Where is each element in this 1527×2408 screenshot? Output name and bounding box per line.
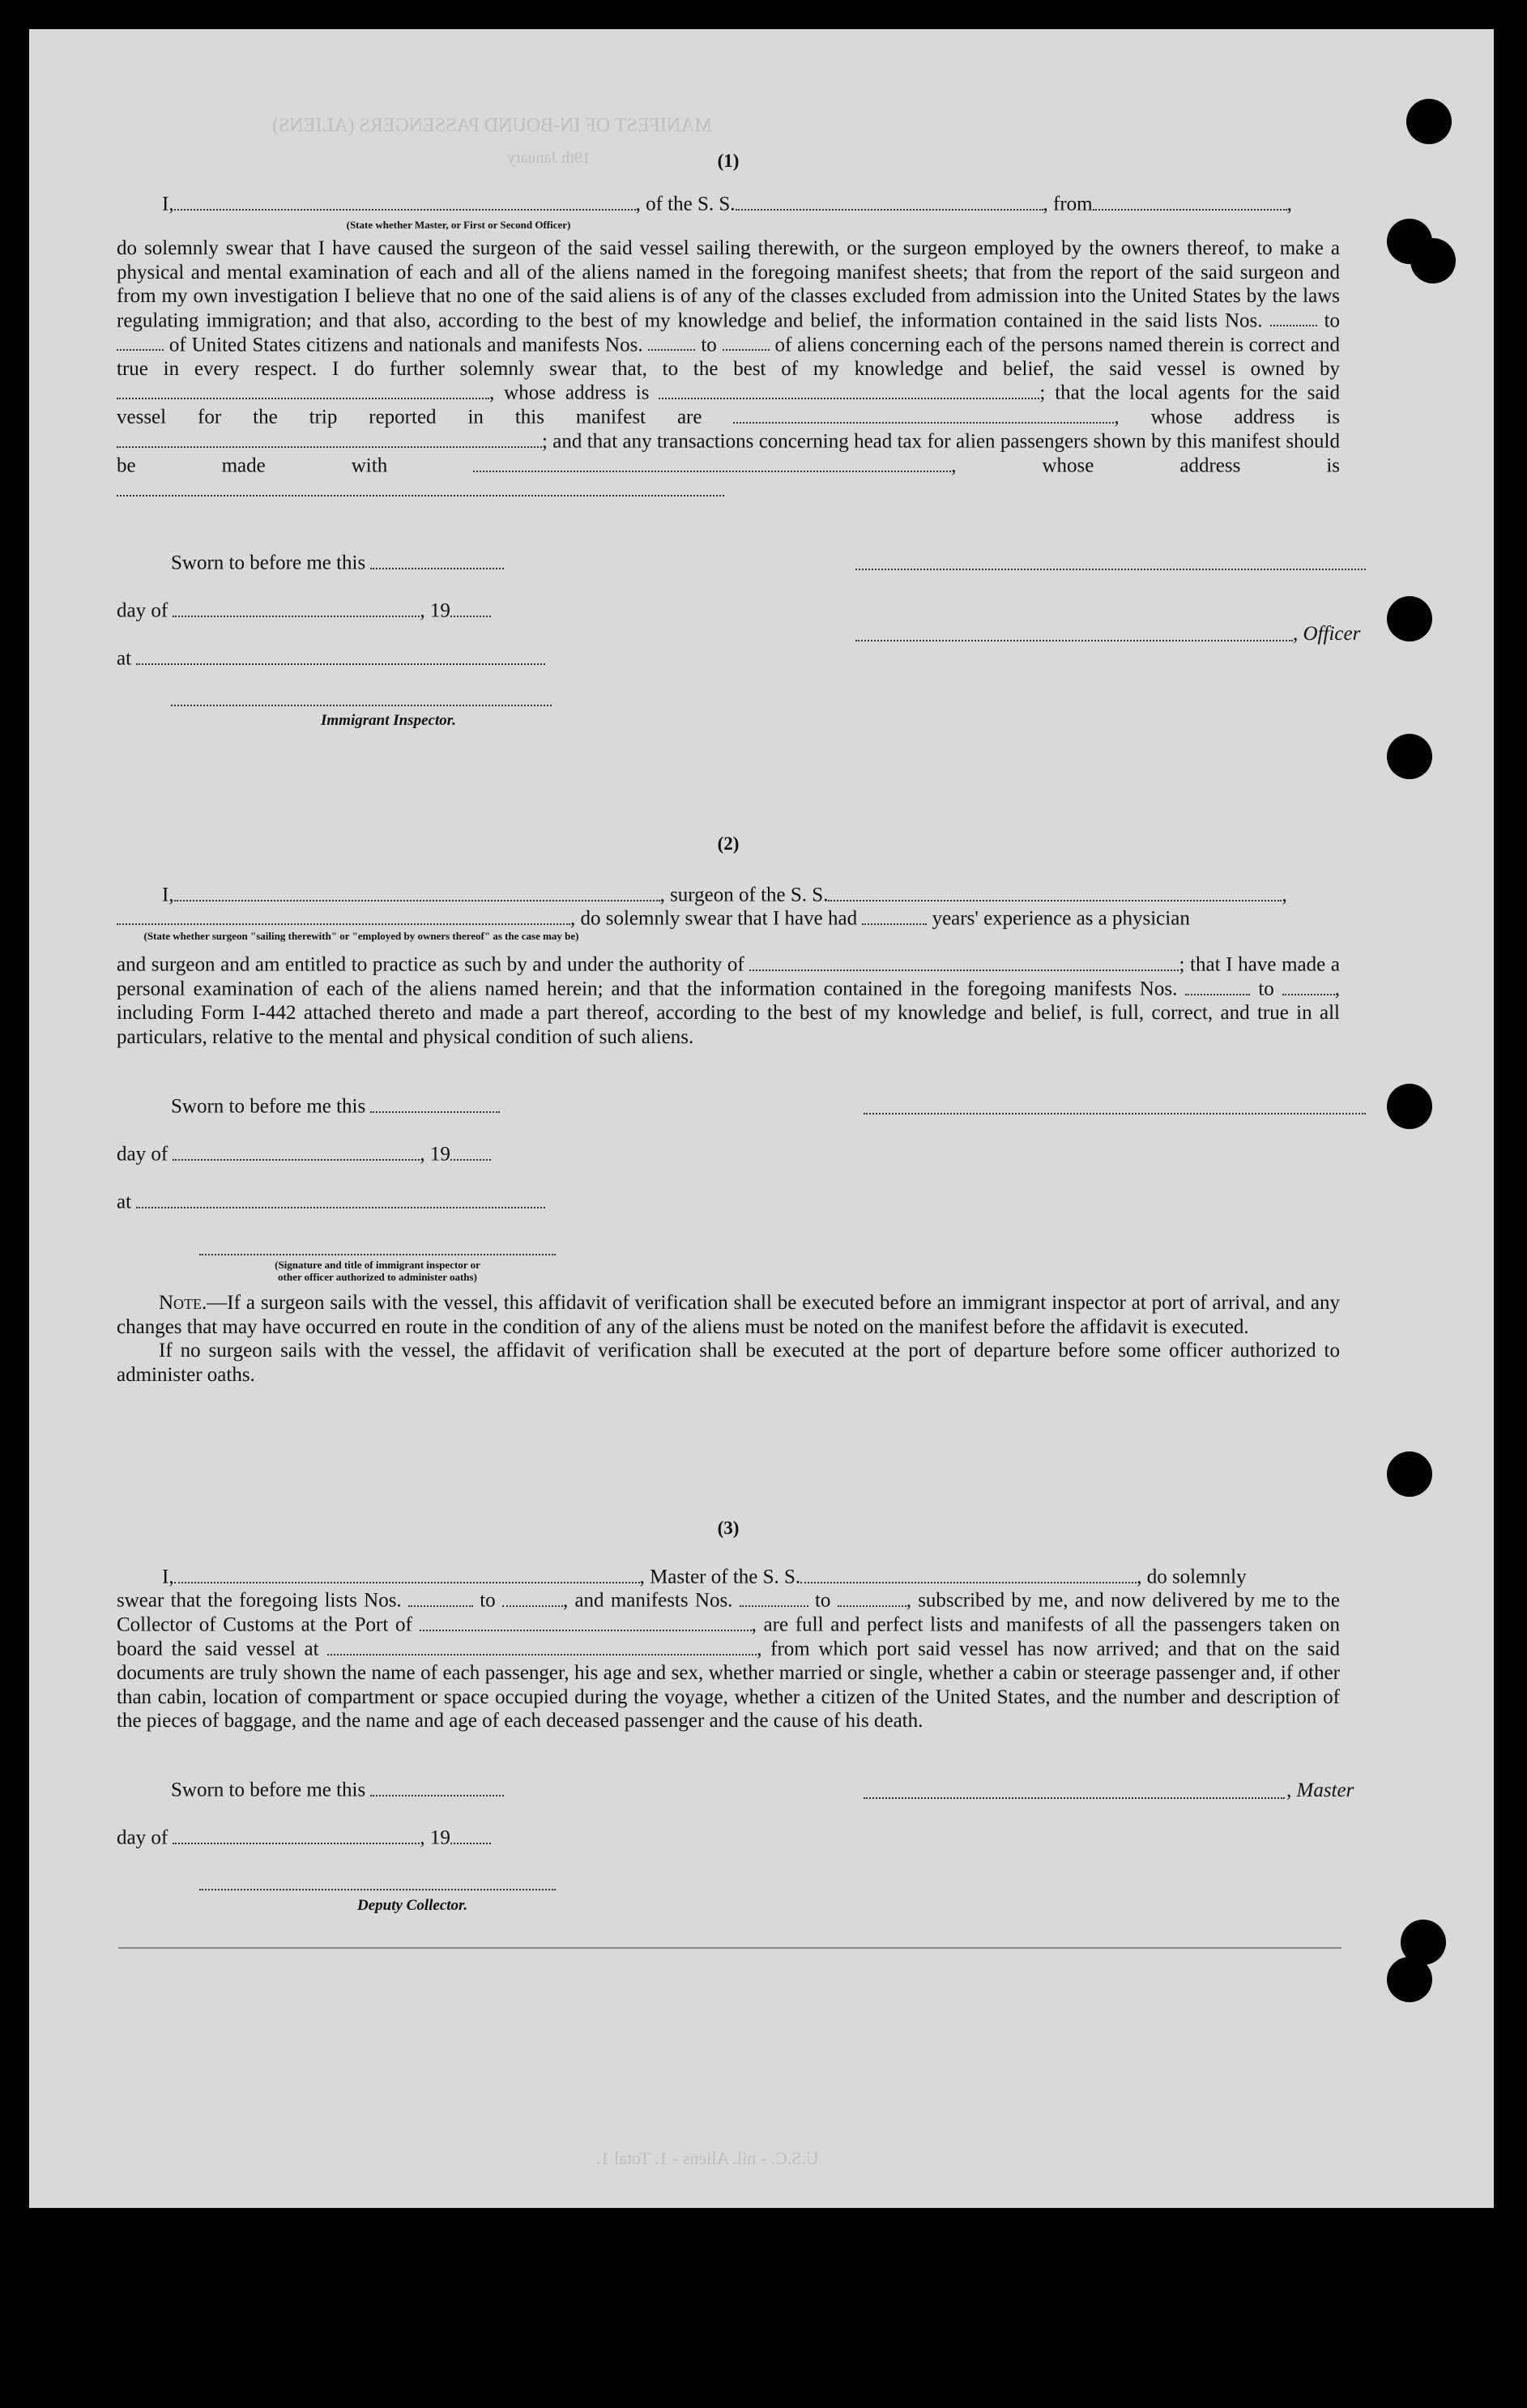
s1-headtax-blank[interactable] <box>473 454 951 472</box>
s1-headtax-address-blank[interactable] <box>117 478 724 497</box>
s3-text-a: swear that the foregoing lists Nos. <box>117 1589 402 1612</box>
s2-swear-label: , do solemnly swear that I have had <box>570 907 858 930</box>
s2-day-label: day of <box>117 1143 168 1166</box>
section-2-note <box>117 1291 1340 1387</box>
s1-sworn-row <box>171 551 504 575</box>
s1-inspector-signature-line[interactable] <box>171 705 552 706</box>
s2-sworn-label: Sworn to before me this <box>171 1095 366 1118</box>
s2-line-2 <box>117 906 1190 931</box>
s2-sig-caption-1: (Signature and title of immigrant inspector or <box>275 1259 480 1271</box>
punch-hole <box>1387 596 1432 641</box>
s2-day-row <box>117 1142 491 1166</box>
s2-note-label: Note. <box>159 1292 207 1314</box>
s1-officer-label: , Officer <box>1293 623 1361 645</box>
s1-agents-address-blank[interactable] <box>117 429 542 448</box>
s3-boarded-at-blank[interactable] <box>327 1637 757 1656</box>
s3-master-name-blank[interactable] <box>174 1565 640 1583</box>
s2-year-blank[interactable] <box>450 1142 491 1161</box>
bleed-through-title: MANIFEST OF IN-BOUND PASSENGERS (ALIENS) <box>272 115 712 136</box>
s2-at-label: at <box>117 1191 132 1213</box>
s1-agents-blank[interactable] <box>733 405 1114 424</box>
s3-day-blank[interactable] <box>173 1826 420 1844</box>
s3-do-solemnly: , do solemnly <box>1137 1566 1247 1588</box>
section-3 <box>117 1518 1340 1539</box>
s1-day-label: day of <box>117 599 168 622</box>
s2-day-blank[interactable] <box>173 1142 420 1161</box>
s1-lists-from-blank[interactable] <box>1270 309 1317 327</box>
s1-sworn-label: Sworn to before me this <box>171 552 366 574</box>
s1-of-ss-label: , of the S. S. <box>635 193 736 215</box>
section-3-body <box>117 1588 1340 1733</box>
s1-year-blank[interactable] <box>450 599 491 617</box>
punch-hole <box>1387 219 1432 264</box>
punch-hole <box>1406 99 1452 144</box>
section-2-number: (2) <box>717 833 740 854</box>
s3-manifests-from-blank[interactable] <box>740 1588 808 1607</box>
s2-signature-caption <box>199 1259 556 1283</box>
s3-to-1: to <box>480 1589 496 1612</box>
s3-year-blank[interactable] <box>450 1826 491 1844</box>
s3-lists-to-blank[interactable] <box>502 1588 563 1607</box>
s3-and-manifests: , and manifests Nos. <box>562 1589 733 1612</box>
section-1-body <box>117 237 1340 502</box>
punch-hole <box>1387 1451 1432 1497</box>
s2-surgeon-name-blank[interactable] <box>174 883 660 901</box>
section-2 <box>117 833 1340 855</box>
section-3-number: (3) <box>717 1518 740 1538</box>
s3-lists-from-blank[interactable] <box>408 1588 473 1607</box>
s3-day-row <box>117 1826 491 1850</box>
s2-at-blank[interactable] <box>136 1190 545 1208</box>
s3-nineteen: , 19 <box>420 1826 450 1849</box>
s3-master-label: , Master <box>1286 1779 1354 1801</box>
s1-text-b: of United States citizens and nationals and manifests Nos. <box>168 334 643 356</box>
s2-years-blank[interactable] <box>862 906 927 925</box>
s1-vessel-blank[interactable] <box>736 192 1043 211</box>
s1-nineteen: , 19 <box>420 599 450 622</box>
s2-manifests-from-blank[interactable] <box>1185 977 1250 995</box>
s2-sworn-blank[interactable] <box>370 1094 500 1113</box>
s3-text-b: , subscribed by me, and now delivered by me to the Collector of Customs at the Port of <box>117 1589 1340 1636</box>
s3-to-2: to <box>814 1589 831 1612</box>
s1-to-2: to <box>701 334 717 356</box>
punch-hole <box>1387 1957 1432 2002</box>
s2-vessel-blank[interactable] <box>828 883 1282 901</box>
s2-note-2: If no surgeon sails with the vessel, the affidavit of verification shall be executed at the port of departure before some officer authorized to administer oaths. <box>117 1340 1340 1386</box>
s3-text-c: , are full and perfect lists and manifests of all the passengers taken on board the said vessel at <box>117 1613 1341 1660</box>
s2-note-1 <box>117 1291 1340 1339</box>
s2-at-row <box>117 1190 545 1214</box>
punch-hole <box>1387 1084 1432 1129</box>
s1-officer-title-line[interactable] <box>855 640 1293 641</box>
s2-surgeon-signature-line[interactable] <box>864 1113 1366 1114</box>
s2-note-1-text: —If a surgeon sails with the vessel, this affidavit of verification shall be executed before an immigrant inspector at port of arrival, and any changes that may have occurred en route in the condition of any of the aliens must be noted on the manifest before the affidavit is executed. <box>117 1292 1340 1338</box>
s1-comma: , <box>1286 193 1292 215</box>
section-1-number: (1) <box>717 151 740 171</box>
s1-day-blank[interactable] <box>173 599 420 617</box>
s1-text-d: , whose address is <box>489 381 650 404</box>
section-1 <box>117 151 1340 172</box>
s1-sworn-blank[interactable] <box>370 551 504 569</box>
s2-line-1 <box>162 883 1287 907</box>
s1-text-e: ; that the local agents for the said vessel for the trip reported in this manifest are <box>117 381 1341 428</box>
s2-text-c: , including Form I-442 attached thereto and made a part thereof, according to the best of my knowledge and belief, is full, correct, and true in all particulars, relative to the mental and physical condition of such aliens. <box>117 978 1341 1048</box>
s1-officer-name-blank[interactable] <box>174 192 636 211</box>
s1-at-label: at <box>117 647 132 670</box>
bottom-rule <box>118 1947 1341 1949</box>
s2-text-b: ; that I have made a personal examination of each of the aliens named herein; and that the information contained in the foregoing manifests Nos. <box>117 953 1341 1000</box>
s3-day-label: day of <box>117 1826 168 1849</box>
s3-i-label: I, <box>162 1566 174 1588</box>
section-2-body <box>117 953 1340 1049</box>
section-1-paragraph <box>117 237 1340 502</box>
s2-comma: , <box>1282 884 1287 906</box>
s1-at-blank[interactable] <box>136 646 545 665</box>
s1-officer-caption: (State whether Master, or First or Second Officer) <box>346 219 571 231</box>
s1-owner-blank[interactable] <box>117 381 489 399</box>
section-2-paragraph <box>117 953 1340 1049</box>
s3-port-blank[interactable] <box>420 1613 752 1631</box>
s3-manifests-to-blank[interactable] <box>838 1588 906 1607</box>
bleed-through-footer: U.S.C. - nil. Aliens - 1. Total 1. <box>596 2148 819 2168</box>
s2-to: to <box>1258 978 1274 1000</box>
s1-text-c: of aliens concerning each of the persons named therein is correct and true in every respect. I do further solemnly swear that, to the best of my knowledge and belief, the said vessel is owned by <box>117 334 1341 380</box>
s1-to-1: to <box>1324 309 1341 331</box>
s1-from-label: , from <box>1043 193 1093 215</box>
s2-years-label: years' experience as a physician <box>932 907 1190 930</box>
bleed-through-date: 19th January <box>507 149 591 167</box>
s2-manifests-to-blank[interactable] <box>1282 977 1335 995</box>
s3-master-signature-line[interactable] <box>864 1797 1285 1799</box>
s2-sig-caption-2: other officer authorized to administer oaths) <box>278 1271 477 1283</box>
punch-hole <box>1401 1920 1446 1965</box>
s3-collector-label: Deputy Collector. <box>357 1897 468 1914</box>
s2-status-blank[interactable] <box>117 906 570 925</box>
s3-text-d: , from which port said vessel has now arrived; and that on the said documents are truly shown the name of each passenger, his age and sex, whether married or single, whether a cabin or steerage passenger and, if other than cabin, location of compartment or space occupied during the voyage, whether a citizen of the United States, and the number and description of the pieces of baggage, and the name and age of each deceased passenger and the cause of his death. <box>117 1638 1340 1732</box>
s2-nineteen: , 19 <box>420 1143 450 1166</box>
s1-lists-to-blank[interactable] <box>117 333 164 352</box>
s2-surgeon-of-label: , surgeon of the S. S. <box>659 884 829 906</box>
s1-inspector-label: Immigrant Inspector. <box>321 712 456 729</box>
s1-text-a: do solemnly swear that I have caused the surgeon of the said vessel sailing therewith, or the surgeon employed by the owners thereof, to make a physical and mental examination of each and all of the aliens named in the foregoing manifest sheets; that from the report of the said surgeon and from my own investigation I believe that no one of the said aliens is of any of the classes excluded from admission into the United States by the laws regulating immigration; and that also, according to the best of my knowledge and belief, the information contained in the said lists Nos. <box>117 237 1340 331</box>
punch-hole <box>1410 238 1456 283</box>
s2-status-caption: (State whether surgeon "sailing therewith" or "employed by owners thereof" as the case may be) <box>143 930 579 942</box>
s3-sworn-blank[interactable] <box>370 1778 504 1796</box>
section-1-line-1 <box>162 192 1292 216</box>
s1-manifests-from-blank[interactable] <box>648 333 695 352</box>
s2-sworn-row <box>171 1094 500 1119</box>
s3-vessel-blank[interactable] <box>800 1565 1137 1583</box>
s2-authority-blank[interactable] <box>749 953 1179 971</box>
s3-collector-signature-line[interactable] <box>199 1889 556 1890</box>
s3-line-1 <box>162 1565 1247 1589</box>
section-3-paragraph <box>117 1588 1340 1733</box>
s2-inspector-signature-line[interactable] <box>199 1254 556 1255</box>
s1-from-blank[interactable] <box>1093 192 1287 211</box>
s1-at-row <box>117 646 545 671</box>
punch-hole <box>1387 734 1432 779</box>
s1-i-label: I, <box>162 193 174 215</box>
s1-manifests-to-blank[interactable] <box>723 333 770 352</box>
s1-text-f: , whose address is <box>1114 406 1340 428</box>
s2-text-a: and surgeon and am entitled to practice as such by and under the authority of <box>117 953 744 976</box>
s1-day-row <box>117 599 491 623</box>
s1-text-g: ; and that any transactions concerning head tax for alien passengers shown by this manifest should be made with <box>117 430 1340 477</box>
s3-sworn-row <box>171 1778 504 1802</box>
s1-text-h: , whose address is <box>951 454 1341 477</box>
s3-master-of-label: , Master of the S. S. <box>639 1566 801 1588</box>
document-page <box>29 29 1494 2208</box>
s2-i-label: I, <box>162 884 174 906</box>
s1-officer-signature-line[interactable] <box>855 569 1366 570</box>
s1-owner-address-blank[interactable] <box>659 381 1039 399</box>
s3-sworn-label: Sworn to before me this <box>171 1779 366 1801</box>
